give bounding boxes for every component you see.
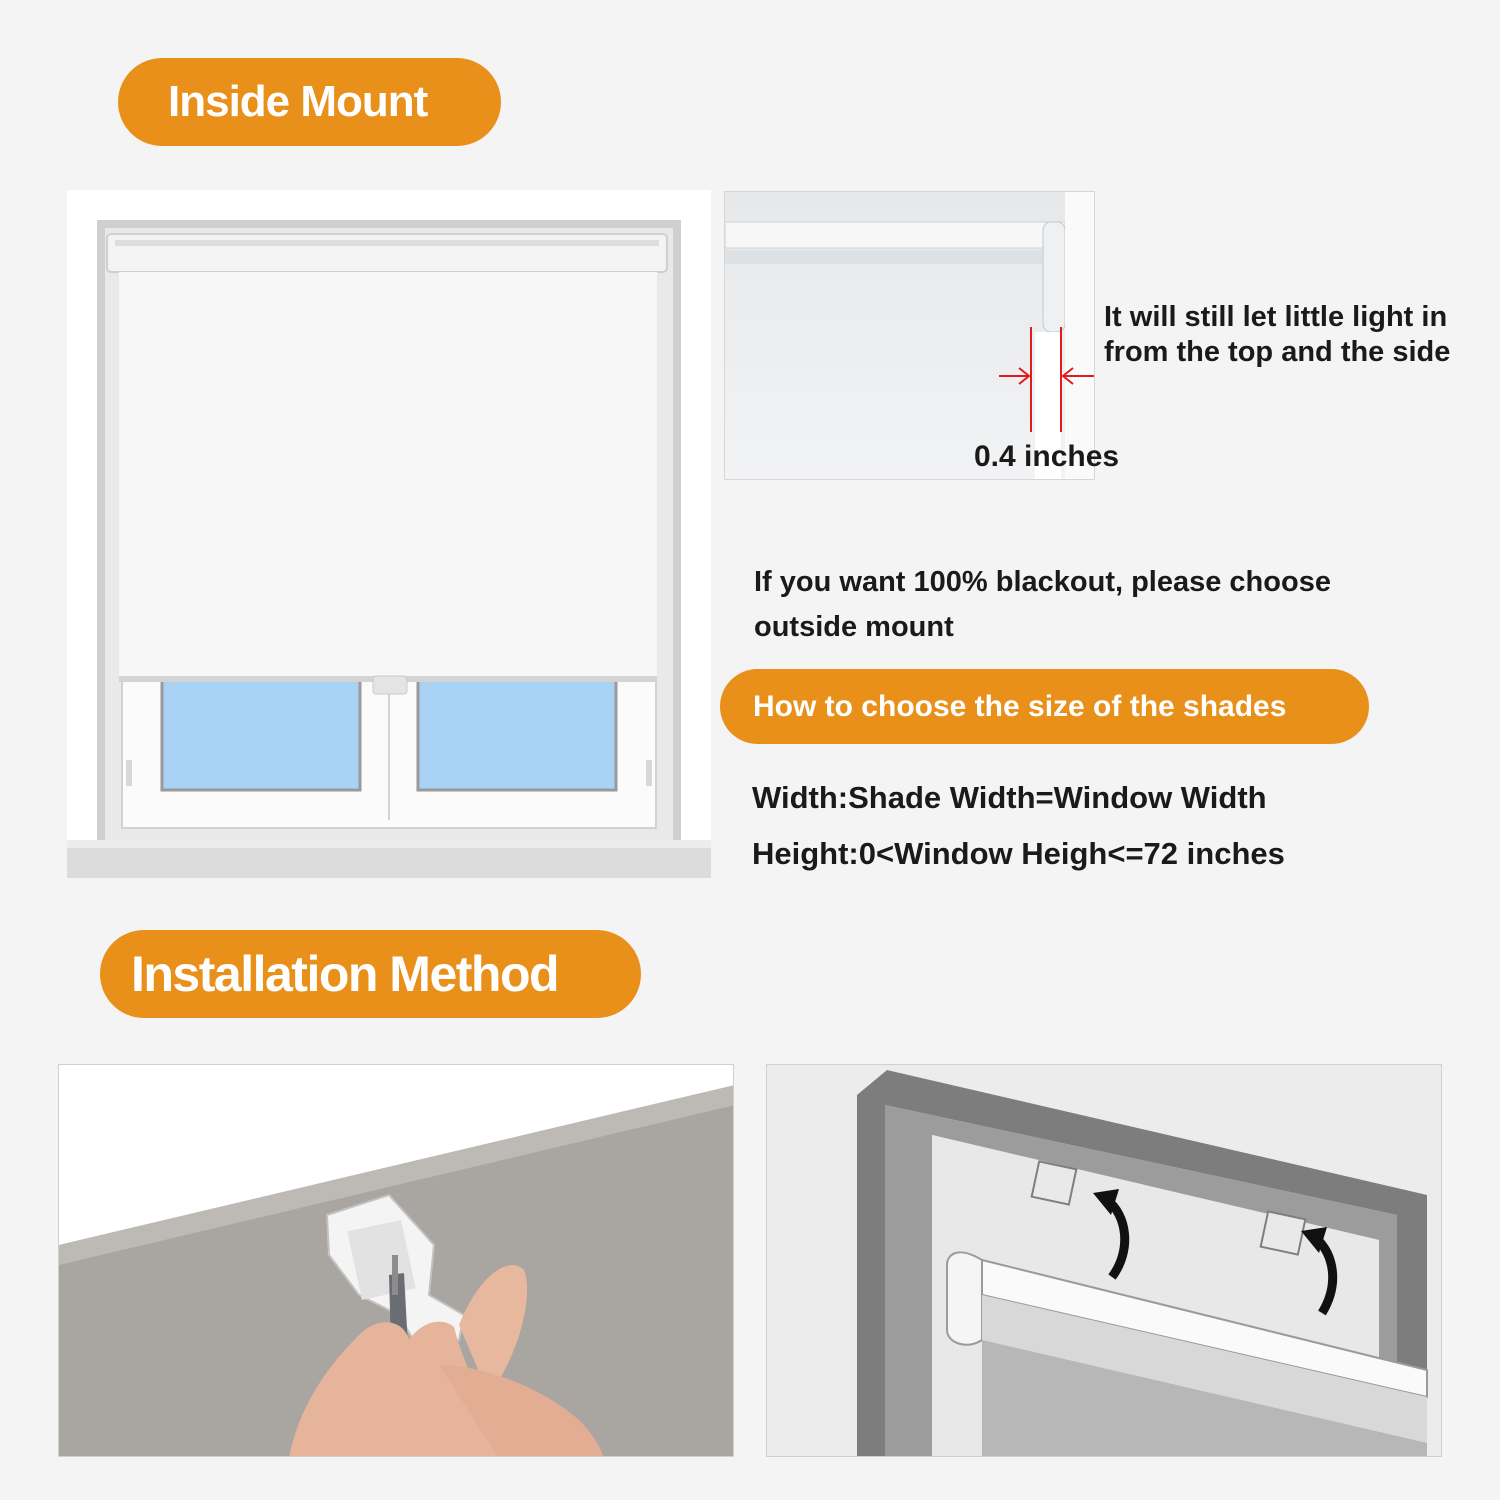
blackout-advice xyxy=(754,560,1434,650)
height-rule: Height:0<Window Heigh<=72 inches xyxy=(752,836,1285,871)
light-note-line1: It will still let little light in xyxy=(1104,301,1448,333)
size-guide-heading: How to choose the size of the shades xyxy=(720,669,1369,744)
inside-mount-heading: Inside Mount xyxy=(118,58,501,146)
blackout-line2: outside mount xyxy=(754,611,954,643)
gap-measurement: 0.4 inches xyxy=(974,440,1120,473)
bracket-gap-closeup xyxy=(724,191,1095,480)
window-shade-illustration xyxy=(67,190,711,878)
light-gap-note xyxy=(1104,300,1450,370)
blackout-line1: If you want 100% blackout, please choose xyxy=(754,566,1331,598)
width-rule: Width:Shade Width=Window Width xyxy=(752,780,1267,815)
headrail-mounting-diagram xyxy=(766,1064,1442,1457)
bracket-installation-photo xyxy=(58,1064,734,1457)
light-note-line2: from the top and the side xyxy=(1104,336,1451,368)
installation-method-heading: Installation Method xyxy=(100,930,641,1018)
